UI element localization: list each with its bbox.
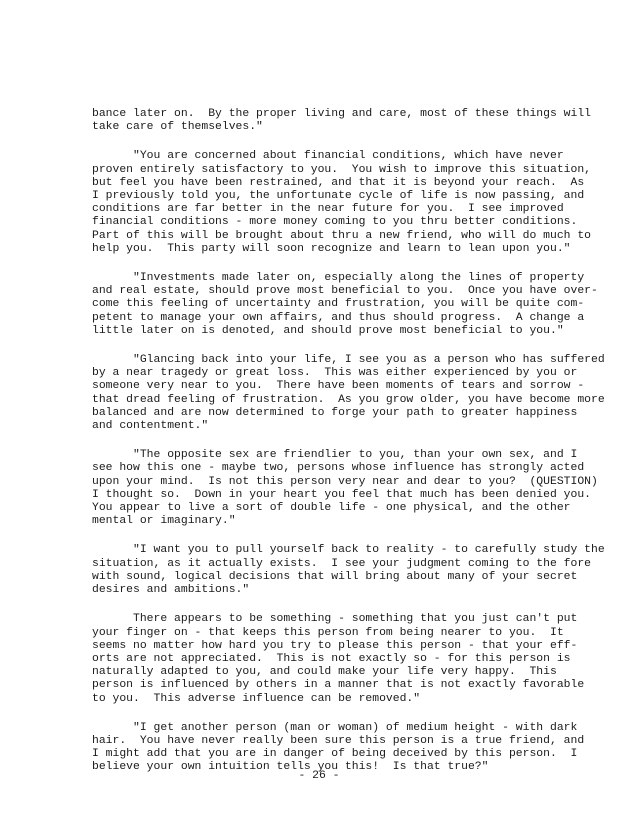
text-line: orts are not appreciated. This is not exactly so - for this person is bbox=[92, 652, 571, 665]
text-line: upon your mind. Is not this person very near and dear to you? (QUESTION) bbox=[92, 475, 598, 488]
text-line: and real estate, should prove most beneficial to you. Once you have over- bbox=[92, 285, 598, 298]
text-line: "You are concerned about financial conditions, which have never bbox=[92, 150, 564, 163]
paragraph-4 bbox=[92, 354, 605, 433]
text-line: There appears to be something - something that you just can't put bbox=[92, 613, 578, 626]
text-line: "Investments made later on, especially along the lines of property bbox=[92, 272, 585, 285]
text-line: see how this one - maybe two, persons whose influence has strongly acted bbox=[92, 462, 585, 475]
text-line: proven entirely satisfactory to you. You wish to improve this situation, bbox=[92, 163, 591, 176]
text-line: person is influenced by others in a manner that is not exactly favorable bbox=[92, 679, 585, 692]
text-line: hair. You have never really been sure this person is a true friend, and bbox=[92, 734, 585, 747]
text-line: financial conditions - more money coming to you thru better conditions. bbox=[92, 216, 578, 229]
paragraph-1 bbox=[92, 108, 591, 134]
text-line: seems no matter how hard you try to please this person - that your eff- bbox=[92, 639, 578, 652]
text-line: by a near tragedy or great loss. This was either experienced by you or bbox=[92, 367, 578, 380]
text-line: little later on is denoted, and should prove most beneficial to you." bbox=[92, 324, 564, 337]
text-line: your finger on - that keeps this person from being nearer to you. It bbox=[92, 626, 564, 639]
text-line: mental or imaginary." bbox=[92, 515, 236, 528]
paragraph-8 bbox=[92, 721, 585, 775]
text-line: "Glancing back into your life, I see you as a person who has suffered bbox=[92, 354, 605, 367]
text-line: come this feeling of uncertainty and frustration, you will be quite com- bbox=[92, 298, 585, 311]
paragraph-7 bbox=[92, 613, 585, 705]
text-line: "I want you to pull yourself back to reality - to carefully study the bbox=[92, 544, 605, 557]
text-line: with sound, logical decisions that will bring about many of your secret bbox=[92, 570, 578, 583]
text-line: but feel you have been restrained, and that it is beyond your reach. As bbox=[92, 176, 585, 189]
text-line: I thought so. Down in your heart you feel that much has been denied you. bbox=[92, 488, 591, 501]
text-line: desires and ambitions." bbox=[92, 584, 250, 597]
text-line: "I get another person (man or woman) of medium height - with dark bbox=[92, 721, 578, 734]
paragraph-3 bbox=[92, 272, 598, 338]
text-line: help you. This party will soon recognize and learn to lean upon you." bbox=[92, 242, 571, 255]
text-line: to you. This adverse influence can be removed." bbox=[92, 692, 421, 705]
text-line: I previously told you, the unfortunate cycle of life is now passing, and bbox=[92, 190, 585, 203]
text-line: naturally adapted to you, and could make your life very happy. This bbox=[92, 666, 557, 679]
paragraph-2 bbox=[92, 150, 591, 256]
text-line: "The opposite sex are friendlier to you, than your own sex, and I bbox=[92, 449, 578, 462]
text-line: Part of this will be brought about thru a new friend, who will do much to bbox=[92, 229, 591, 242]
text-line: situation, as it actually exists. I see your judgment coming to the fore bbox=[92, 557, 591, 570]
text-line: bance later on. By the proper living and care, most of these things will bbox=[92, 108, 591, 120]
paragraph-6 bbox=[92, 544, 605, 597]
text-line: someone very near to you. There have been moments of tears and sorrow - bbox=[92, 380, 585, 393]
text-line: and contentment." bbox=[92, 420, 209, 433]
page-number: - 26 - bbox=[298, 770, 340, 782]
text-line: believe your own intuition tells you this! Is that true?" bbox=[92, 761, 489, 774]
text-line: conditions are far better in the near future for you. I see improved bbox=[92, 203, 564, 216]
paragraph-5 bbox=[92, 449, 598, 528]
text-line: that dread feeling of frustration. As you grow older, you have become more bbox=[92, 393, 605, 406]
text-line: You appear to live a sort of double life - one physical, and the other bbox=[92, 502, 571, 515]
text-line: I might add that you are in danger of being deceived by this person. I bbox=[92, 748, 578, 761]
text-line: take care of themselves." bbox=[92, 121, 263, 134]
text-line: petent to manage your own affairs, and thus should progress. A change a bbox=[92, 311, 585, 324]
body-text bbox=[92, 108, 605, 791]
text-line: balanced and are now determined to forge your path to greater happiness bbox=[92, 406, 578, 419]
